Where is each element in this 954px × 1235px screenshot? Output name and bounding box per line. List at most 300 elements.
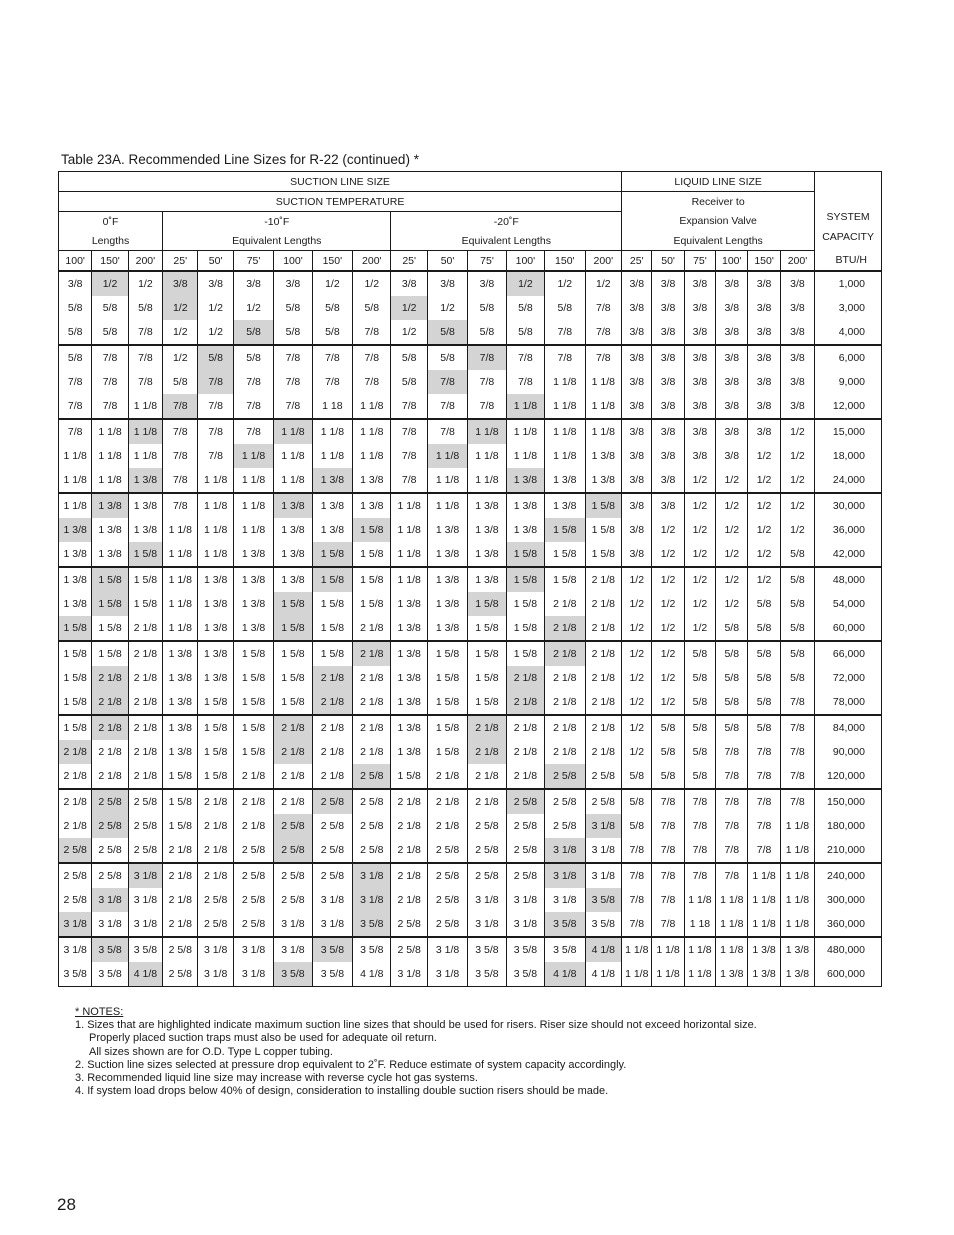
table-cell: 3/8 bbox=[622, 394, 652, 419]
table-cell: 1 3/8 bbox=[163, 690, 198, 715]
table-cell: 2 1/8 bbox=[545, 592, 585, 616]
table-cell: 2 1/8 bbox=[233, 764, 273, 789]
column-header: 150' bbox=[748, 251, 780, 272]
table-cell: 1/2 bbox=[545, 271, 585, 296]
table-cell: 7/8 bbox=[748, 838, 780, 863]
table-cell: 5/8 bbox=[780, 666, 814, 690]
table-cell: 1 5/8 bbox=[163, 764, 198, 789]
column-header: 25' bbox=[391, 251, 427, 272]
table-cell: 2 1/8 bbox=[274, 715, 312, 740]
table-cell: 1 1/8 bbox=[391, 542, 427, 567]
table-cell: 3 5/8 bbox=[92, 962, 128, 987]
table-cell: 3/8 bbox=[652, 468, 684, 493]
table-cell: 2 5/8 bbox=[128, 838, 162, 863]
table-cell: 3/8 bbox=[780, 345, 814, 370]
table-cell: 1/2 bbox=[163, 320, 198, 345]
table-cell: 3/8 bbox=[468, 271, 506, 296]
table-cell: 2 5/8 bbox=[92, 863, 128, 888]
table-cell: 7/8 bbox=[59, 419, 92, 444]
table-cell: 5/8 bbox=[748, 690, 780, 715]
table-cell: 7/8 bbox=[468, 370, 506, 394]
table-cell: 2 1/8 bbox=[545, 641, 585, 666]
table-cell: 2 5/8 bbox=[233, 838, 273, 863]
capacity-cell: 24,000 bbox=[815, 468, 882, 493]
table-row bbox=[59, 912, 882, 937]
table-cell: 7/8 bbox=[622, 863, 652, 888]
table-cell: 3 1/8 bbox=[198, 962, 233, 987]
table-row bbox=[59, 271, 882, 296]
table-cell: 3/8 bbox=[622, 419, 652, 444]
table-cell: 1/2 bbox=[652, 592, 684, 616]
table-cell: 7/8 bbox=[163, 394, 198, 419]
table-cell: 1 5/8 bbox=[468, 616, 506, 641]
table-cell: 1 3/8 bbox=[780, 962, 814, 987]
column-header: 75' bbox=[233, 251, 273, 272]
table-cell: 1 3/8 bbox=[468, 493, 506, 518]
table-cell: 3/8 bbox=[684, 370, 715, 394]
table-cell: 1 1/8 bbox=[233, 444, 273, 468]
table-row bbox=[59, 394, 882, 419]
table-cell: 1 3/8 bbox=[748, 962, 780, 987]
table-cell: 3/8 bbox=[780, 370, 814, 394]
table-cell: 2 5/8 bbox=[585, 789, 622, 814]
table-cell: 7/8 bbox=[163, 444, 198, 468]
table-cell: 2 1/8 bbox=[353, 616, 391, 641]
table-cell: 7/8 bbox=[780, 715, 814, 740]
table-cell: 1 1/8 bbox=[163, 567, 198, 592]
capacity-cell: 84,000 bbox=[815, 715, 882, 740]
table-cell: 3/8 bbox=[780, 271, 814, 296]
table-cell: 2 5/8 bbox=[163, 937, 198, 962]
system-capacity-header bbox=[815, 172, 882, 251]
table-cell: 3 1/8 bbox=[427, 962, 467, 987]
table-cell: 7/8 bbox=[652, 863, 684, 888]
table-cell: 2 1/8 bbox=[427, 814, 467, 838]
table-cell: 1 3/8 bbox=[780, 937, 814, 962]
table-cell: 2 1/8 bbox=[198, 863, 233, 888]
table-cell: 1 1/8 bbox=[622, 962, 652, 987]
table-cell: 1/2 bbox=[748, 567, 780, 592]
capacity-cell: 12,000 bbox=[815, 394, 882, 419]
table-cell: 3/8 bbox=[427, 271, 467, 296]
table-cell: 3 1/8 bbox=[353, 863, 391, 888]
table-cell: 2 1/8 bbox=[545, 690, 585, 715]
table-cell: 1 5/8 bbox=[585, 518, 622, 542]
table-cell: 1 1/8 bbox=[684, 937, 715, 962]
table-cell: 2 1/8 bbox=[427, 764, 467, 789]
table-cell: 1 5/8 bbox=[312, 542, 352, 567]
table-cell: 7/8 bbox=[716, 740, 748, 764]
table-cell: 1/2 bbox=[748, 493, 780, 518]
column-header: 50' bbox=[652, 251, 684, 272]
table-cell: 5/8 bbox=[716, 641, 748, 666]
table-cell: 7/8 bbox=[198, 370, 233, 394]
table-cell: 1/2 bbox=[716, 542, 748, 567]
table-cell: 3/8 bbox=[716, 444, 748, 468]
table-cell: 3 1/8 bbox=[312, 888, 352, 912]
table-cell: 1 5/8 bbox=[163, 814, 198, 838]
table-cell: 7/8 bbox=[128, 370, 162, 394]
column-header: 150' bbox=[92, 251, 128, 272]
table-cell: 1 3/8 bbox=[391, 690, 427, 715]
table-cell: 1 5/8 bbox=[233, 715, 273, 740]
table-cell: 1 5/8 bbox=[585, 542, 622, 567]
table-cell: 3/8 bbox=[622, 468, 652, 493]
table-cell: 1 5/8 bbox=[59, 616, 92, 641]
table-cell: 2 1/8 bbox=[59, 764, 92, 789]
table-cell: 1 3/8 bbox=[198, 616, 233, 641]
table-cell: 2 5/8 bbox=[128, 789, 162, 814]
capacity-cell: 72,000 bbox=[815, 666, 882, 690]
table-cell: 1 5/8 bbox=[468, 592, 506, 616]
table-cell: 7/8 bbox=[585, 320, 622, 345]
column-header: 100' bbox=[274, 251, 312, 272]
table-cell: 2 1/8 bbox=[391, 838, 427, 863]
table-cell: 1 1/8 bbox=[468, 468, 506, 493]
table-cell: 2 5/8 bbox=[59, 863, 92, 888]
table-cell: 3 1/8 bbox=[312, 912, 352, 937]
capacity-label: CAPACITY bbox=[822, 230, 874, 243]
table-cell: 5/8 bbox=[652, 715, 684, 740]
capacity-cell: 300,000 bbox=[815, 888, 882, 912]
table-cell: 2 5/8 bbox=[427, 863, 467, 888]
table-cell: 5/8 bbox=[652, 740, 684, 764]
table-cell: 7/8 bbox=[198, 394, 233, 419]
column-header: 25' bbox=[622, 251, 652, 272]
table-cell: 7/8 bbox=[716, 863, 748, 888]
column-header: 200' bbox=[128, 251, 162, 272]
column-header: 150' bbox=[545, 251, 585, 272]
table-cell: 1 1/8 bbox=[716, 888, 748, 912]
table-cell: 3 1/8 bbox=[585, 838, 622, 863]
table-cell: 2 1/8 bbox=[585, 690, 622, 715]
table-cell: 2 1/8 bbox=[353, 641, 391, 666]
table-cell: 1 5/8 bbox=[545, 567, 585, 592]
table-cell: 1 1/8 bbox=[391, 518, 427, 542]
table-cell: 2 1/8 bbox=[391, 888, 427, 912]
table-cell: 7/8 bbox=[163, 468, 198, 493]
table-cell: 1 1/8 bbox=[652, 937, 684, 962]
table-cell: 5/8 bbox=[59, 320, 92, 345]
table-cell: 1/2 bbox=[312, 271, 352, 296]
table-cell: 2 5/8 bbox=[506, 838, 544, 863]
table-cell: 1 1/8 bbox=[312, 419, 352, 444]
notes-heading: * NOTES: bbox=[75, 1006, 124, 1018]
table-cell: 2 5/8 bbox=[92, 789, 128, 814]
note-line: Properly placed suction traps must also be used for adequate oil return. bbox=[89, 1032, 437, 1045]
table-cell: 7/8 bbox=[128, 320, 162, 345]
table-cell: 7/8 bbox=[748, 789, 780, 814]
table-cell: 3/8 bbox=[716, 370, 748, 394]
table-cell: 2 5/8 bbox=[585, 764, 622, 789]
table-cell: 1 1/8 bbox=[59, 493, 92, 518]
table-cell: 3 1/8 bbox=[353, 888, 391, 912]
table-cell: 7/8 bbox=[274, 394, 312, 419]
table-cell: 1 3/8 bbox=[312, 518, 352, 542]
table-cell: 3 5/8 bbox=[353, 912, 391, 937]
table-cell: 2 1/8 bbox=[312, 764, 352, 789]
table-cell: 1/2 bbox=[716, 592, 748, 616]
table-cell: 5/8 bbox=[391, 370, 427, 394]
table-cell: 1/2 bbox=[622, 740, 652, 764]
table-cell: 2 1/8 bbox=[545, 616, 585, 641]
table-cell: 1/2 bbox=[198, 320, 233, 345]
table-cell: 1/2 bbox=[506, 271, 544, 296]
table-cell: 1 1/8 bbox=[427, 444, 467, 468]
table-cell: 3 5/8 bbox=[585, 888, 622, 912]
table-cell: 1 3/8 bbox=[312, 493, 352, 518]
table-cell: 5/8 bbox=[506, 320, 544, 345]
capacity-cell: 66,000 bbox=[815, 641, 882, 666]
table-cell: 3 1/8 bbox=[585, 814, 622, 838]
table-cell: 5/8 bbox=[353, 296, 391, 320]
table-cell: 7/8 bbox=[652, 912, 684, 937]
table-cell: 2 1/8 bbox=[468, 715, 506, 740]
equiv-lengths-10-header: Equivalent Lengths bbox=[163, 231, 391, 251]
table-cell: 2 1/8 bbox=[506, 690, 544, 715]
table-cell: 1 3/8 bbox=[391, 641, 427, 666]
column-header: 50' bbox=[427, 251, 467, 272]
table-cell: 2 5/8 bbox=[427, 838, 467, 863]
table-cell: 2 5/8 bbox=[545, 814, 585, 838]
table-cell: 2 1/8 bbox=[198, 789, 233, 814]
table-cell: 1/2 bbox=[748, 542, 780, 567]
table-cell: 2 5/8 bbox=[128, 814, 162, 838]
table-row bbox=[59, 937, 882, 962]
table-cell: 1 1/8 bbox=[198, 542, 233, 567]
table-cell: 5/8 bbox=[716, 666, 748, 690]
table-cell: 5/8 bbox=[312, 296, 352, 320]
capacity-cell: 90,000 bbox=[815, 740, 882, 764]
line-size-table bbox=[58, 171, 882, 987]
table-cell: 3/8 bbox=[622, 370, 652, 394]
table-cell: 5/8 bbox=[716, 690, 748, 715]
table-cell: 5/8 bbox=[780, 641, 814, 666]
table-cell: 7/8 bbox=[92, 345, 128, 370]
table-cell: 5/8 bbox=[780, 542, 814, 567]
table-cell: 7/8 bbox=[59, 394, 92, 419]
table-cell: 5/8 bbox=[684, 740, 715, 764]
table-cell: 3/8 bbox=[274, 271, 312, 296]
table-cell: 1 1/8 bbox=[545, 370, 585, 394]
table-cell: 2 1/8 bbox=[353, 690, 391, 715]
table-cell: 3/8 bbox=[684, 345, 715, 370]
table-cell: 3/8 bbox=[652, 345, 684, 370]
table-cell: 2 5/8 bbox=[353, 838, 391, 863]
table-cell: 1 1/8 bbox=[274, 468, 312, 493]
table-cell: 2 1/8 bbox=[92, 666, 128, 690]
table-cell: 5/8 bbox=[233, 320, 273, 345]
column-header: 100' bbox=[716, 251, 748, 272]
table-cell: 1 3/8 bbox=[506, 493, 544, 518]
table-cell: 3 5/8 bbox=[506, 937, 544, 962]
table-cell: 1 1/8 bbox=[274, 419, 312, 444]
table-cell: 1 3/8 bbox=[128, 518, 162, 542]
table-cell: 3/8 bbox=[684, 296, 715, 320]
table-cell: 2 5/8 bbox=[92, 838, 128, 863]
column-header: 150' bbox=[312, 251, 352, 272]
table-cell: 3 5/8 bbox=[274, 962, 312, 987]
table-cell: 7/8 bbox=[198, 419, 233, 444]
table-cell: 2 1/8 bbox=[163, 912, 198, 937]
table-cell: 1 3/8 bbox=[585, 444, 622, 468]
table-cell: 1 1/8 bbox=[198, 518, 233, 542]
capacity-cell: 3,000 bbox=[815, 296, 882, 320]
column-header: 100' bbox=[506, 251, 544, 272]
table-row bbox=[59, 370, 882, 394]
table-cell: 2 5/8 bbox=[59, 838, 92, 863]
table-cell: 1 3/8 bbox=[233, 592, 273, 616]
table-cell: 3/8 bbox=[716, 394, 748, 419]
table-cell: 3 1/8 bbox=[233, 937, 273, 962]
table-cell: 2 1/8 bbox=[585, 740, 622, 764]
table-cell: 5/8 bbox=[198, 345, 233, 370]
table-cell: 1 3/8 bbox=[274, 493, 312, 518]
table-cell: 3/8 bbox=[716, 271, 748, 296]
table-cell: 1 3/8 bbox=[128, 468, 162, 493]
table-cell: 1 3/8 bbox=[198, 567, 233, 592]
table-cell: 1 3/8 bbox=[163, 666, 198, 690]
table-cell: 1/2 bbox=[391, 296, 427, 320]
table-cell: 2 5/8 bbox=[391, 937, 427, 962]
capacity-cell: 42,000 bbox=[815, 542, 882, 567]
table-cell: 1 5/8 bbox=[198, 740, 233, 764]
table-cell: 1/2 bbox=[427, 296, 467, 320]
note-line: All sizes shown are for O.D. Type L copper tubing. bbox=[89, 1045, 333, 1058]
page-number: 28 bbox=[57, 1195, 76, 1214]
table-cell: 3 1/8 bbox=[427, 937, 467, 962]
table-cell: 1 5/8 bbox=[545, 518, 585, 542]
table-cell: 1/2 bbox=[684, 592, 715, 616]
table-cell: 3/8 bbox=[716, 296, 748, 320]
table-cell: 3 1/8 bbox=[59, 937, 92, 962]
table-cell: 1 1/8 bbox=[748, 912, 780, 937]
table-cell: 5/8 bbox=[312, 320, 352, 345]
table-cell: 1 1/8 bbox=[128, 394, 162, 419]
capacity-cell: 15,000 bbox=[815, 419, 882, 444]
table-cell: 7/8 bbox=[506, 370, 544, 394]
table-cell: 5/8 bbox=[128, 296, 162, 320]
table-cell: 1/2 bbox=[748, 444, 780, 468]
table-cell: 2 1/8 bbox=[92, 690, 128, 715]
table-cell: 1/2 bbox=[716, 493, 748, 518]
table-cell: 1 3/8 bbox=[59, 542, 92, 567]
table-cell: 5/8 bbox=[684, 690, 715, 715]
table-cell: 1 18 bbox=[312, 394, 352, 419]
table-cell: 1 5/8 bbox=[128, 592, 162, 616]
table-cell: 7/8 bbox=[353, 370, 391, 394]
table-cell: 1 1/8 bbox=[353, 444, 391, 468]
table-cell: 1 5/8 bbox=[427, 740, 467, 764]
table-cell: 1 3/8 bbox=[198, 641, 233, 666]
table-cell: 1 1/8 bbox=[128, 419, 162, 444]
table-cell: 1 3/8 bbox=[506, 518, 544, 542]
table-cell: 3 1/8 bbox=[545, 838, 585, 863]
table-cell: 2 1/8 bbox=[233, 814, 273, 838]
table-cell: 7/8 bbox=[622, 838, 652, 863]
table-cell: 1 3/8 bbox=[233, 542, 273, 567]
note-line: 1. Sizes that are highlighted indicate maximum suction line sizes that should be used for risers. Riser size should not exceed horizontal size. bbox=[75, 1019, 757, 1032]
table-cell: 2 1/8 bbox=[391, 863, 427, 888]
table-cell: 3/8 bbox=[716, 419, 748, 444]
table-cell: 1 1/8 bbox=[59, 468, 92, 493]
table-cell: 7/8 bbox=[748, 740, 780, 764]
table-cell: 2 1/8 bbox=[506, 740, 544, 764]
table-cell: 1 1/8 bbox=[163, 616, 198, 641]
capacity-cell: 6,000 bbox=[815, 345, 882, 370]
table-cell: 1 3/8 bbox=[716, 962, 748, 987]
table-cell: 1 1/8 bbox=[622, 937, 652, 962]
column-header: 200' bbox=[780, 251, 814, 272]
table-row bbox=[59, 444, 882, 468]
table-cell: 5/8 bbox=[684, 764, 715, 789]
table-cell: 1 1/8 bbox=[545, 419, 585, 444]
table-cell: 1 5/8 bbox=[163, 789, 198, 814]
table-cell: 4 1/8 bbox=[585, 962, 622, 987]
table-cell: 2 5/8 bbox=[59, 888, 92, 912]
notes-section bbox=[75, 1006, 757, 1098]
table-cell: 2 1/8 bbox=[468, 789, 506, 814]
table-cell: 1 3/8 bbox=[391, 616, 427, 641]
table-cell: 2 5/8 bbox=[391, 912, 427, 937]
table-cell: 1/2 bbox=[684, 616, 715, 641]
table-cell: 1/2 bbox=[716, 468, 748, 493]
capacity-cell: 4,000 bbox=[815, 320, 882, 345]
table-cell: 7/8 bbox=[391, 419, 427, 444]
table-cell: 1 5/8 bbox=[468, 666, 506, 690]
table-row bbox=[59, 345, 882, 370]
note-line: 3. Recommended liquid line size may increase with reverse cycle hot gas systems. bbox=[75, 1072, 478, 1085]
table-cell: 1/2 bbox=[716, 518, 748, 542]
table-cell: 7/8 bbox=[652, 789, 684, 814]
table-cell: 3/8 bbox=[652, 419, 684, 444]
table-cell: 1/2 bbox=[748, 518, 780, 542]
table-cell: 1 1/8 bbox=[163, 518, 198, 542]
table-cell: 2 5/8 bbox=[427, 888, 467, 912]
table-cell: 2 5/8 bbox=[353, 814, 391, 838]
table-cell: 1/2 bbox=[652, 641, 684, 666]
table-cell: 1 1/8 bbox=[233, 468, 273, 493]
table-cell: 7/8 bbox=[585, 296, 622, 320]
table-cell: 1 1/8 bbox=[233, 518, 273, 542]
table-cell: 2 1/8 bbox=[585, 592, 622, 616]
table-cell: 1 3/8 bbox=[391, 740, 427, 764]
table-cell: 1 3/8 bbox=[163, 715, 198, 740]
table-cell: 1 3/8 bbox=[427, 616, 467, 641]
table-cell: 1 1/8 bbox=[684, 962, 715, 987]
table-cell: 7/8 bbox=[716, 764, 748, 789]
table-cell: 3/8 bbox=[198, 271, 233, 296]
table-cell: 1 3/8 bbox=[545, 468, 585, 493]
table-cell: 3 5/8 bbox=[506, 962, 544, 987]
table-cell: 2 1/8 bbox=[585, 641, 622, 666]
table-cell: 2 5/8 bbox=[506, 814, 544, 838]
table-cell: 3 5/8 bbox=[92, 937, 128, 962]
table-cell: 7/8 bbox=[684, 789, 715, 814]
table-cell: 1 1/8 bbox=[274, 444, 312, 468]
table-cell: 2 1/8 bbox=[312, 690, 352, 715]
table-cell: 1 1/8 bbox=[391, 493, 427, 518]
table-cell: 2 1/8 bbox=[545, 740, 585, 764]
table-cell: 1/2 bbox=[622, 666, 652, 690]
table-cell: 1 5/8 bbox=[92, 567, 128, 592]
table-cell: 3 5/8 bbox=[545, 937, 585, 962]
table-cell: 7/8 bbox=[427, 394, 467, 419]
table-cell: 5/8 bbox=[780, 567, 814, 592]
table-cell: 5/8 bbox=[716, 715, 748, 740]
table-cell: 4 1/8 bbox=[353, 962, 391, 987]
table-cell: 3 1/8 bbox=[92, 888, 128, 912]
